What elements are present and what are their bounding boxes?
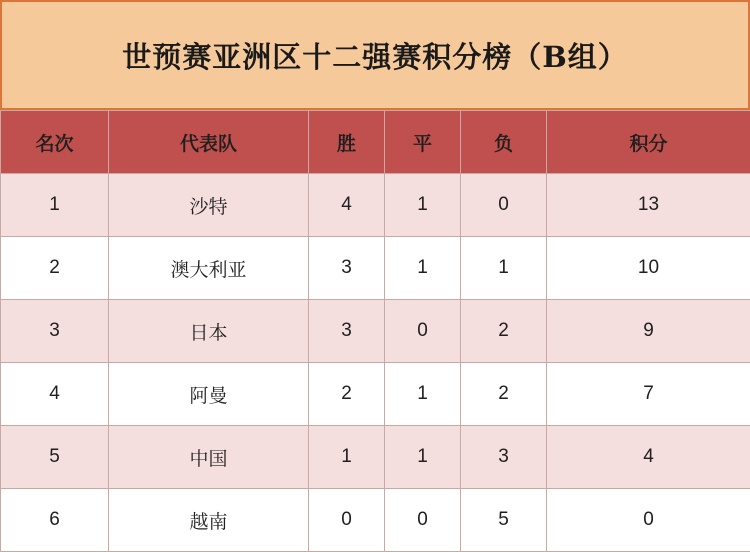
cell-points: 13 [547, 174, 750, 237]
cell-team: 日本 [109, 300, 309, 363]
column-header-loss: 负 [461, 111, 547, 174]
table-header [1, 111, 750, 174]
cell-loss: 3 [461, 426, 547, 489]
cell-points: 10 [547, 237, 750, 300]
cell-team: 阿曼 [109, 363, 309, 426]
cell-team: 沙特 [109, 174, 309, 237]
table-row [1, 363, 750, 426]
cell-draw: 1 [385, 426, 461, 489]
cell-points: 0 [547, 489, 750, 552]
cell-win: 3 [309, 300, 385, 363]
page-title: 世预赛亚洲区十二强赛积分榜（B组） [122, 39, 628, 74]
column-header-draw: 平 [385, 111, 461, 174]
cell-win: 3 [309, 237, 385, 300]
column-header-rank: 名次 [1, 111, 109, 174]
cell-draw: 1 [385, 237, 461, 300]
table-body [1, 174, 750, 552]
table-row [1, 237, 750, 300]
cell-draw: 0 [385, 489, 461, 552]
cell-draw: 1 [385, 363, 461, 426]
title-banner [0, 0, 750, 110]
cell-rank: 6 [1, 489, 109, 552]
standings-table [0, 110, 750, 552]
cell-points: 4 [547, 426, 750, 489]
column-header-team: 代表队 [109, 111, 309, 174]
cell-rank: 5 [1, 426, 109, 489]
cell-draw: 0 [385, 300, 461, 363]
cell-team: 越南 [109, 489, 309, 552]
table-row [1, 426, 750, 489]
cell-win: 1 [309, 426, 385, 489]
cell-rank: 1 [1, 174, 109, 237]
table-header-row [1, 111, 750, 174]
table-row [1, 489, 750, 552]
cell-rank: 3 [1, 300, 109, 363]
cell-points: 7 [547, 363, 750, 426]
cell-loss: 2 [461, 300, 547, 363]
cell-draw: 1 [385, 174, 461, 237]
cell-team: 中国 [109, 426, 309, 489]
cell-points: 9 [547, 300, 750, 363]
cell-loss: 1 [461, 237, 547, 300]
cell-loss: 2 [461, 363, 547, 426]
column-header-points: 积分 [547, 111, 750, 174]
cell-win: 4 [309, 174, 385, 237]
cell-rank: 2 [1, 237, 109, 300]
cell-win: 0 [309, 489, 385, 552]
cell-loss: 0 [461, 174, 547, 237]
cell-win: 2 [309, 363, 385, 426]
cell-rank: 4 [1, 363, 109, 426]
column-header-win: 胜 [309, 111, 385, 174]
cell-team: 澳大利亚 [109, 237, 309, 300]
table-row [1, 300, 750, 363]
cell-loss: 5 [461, 489, 547, 552]
table-row [1, 174, 750, 237]
